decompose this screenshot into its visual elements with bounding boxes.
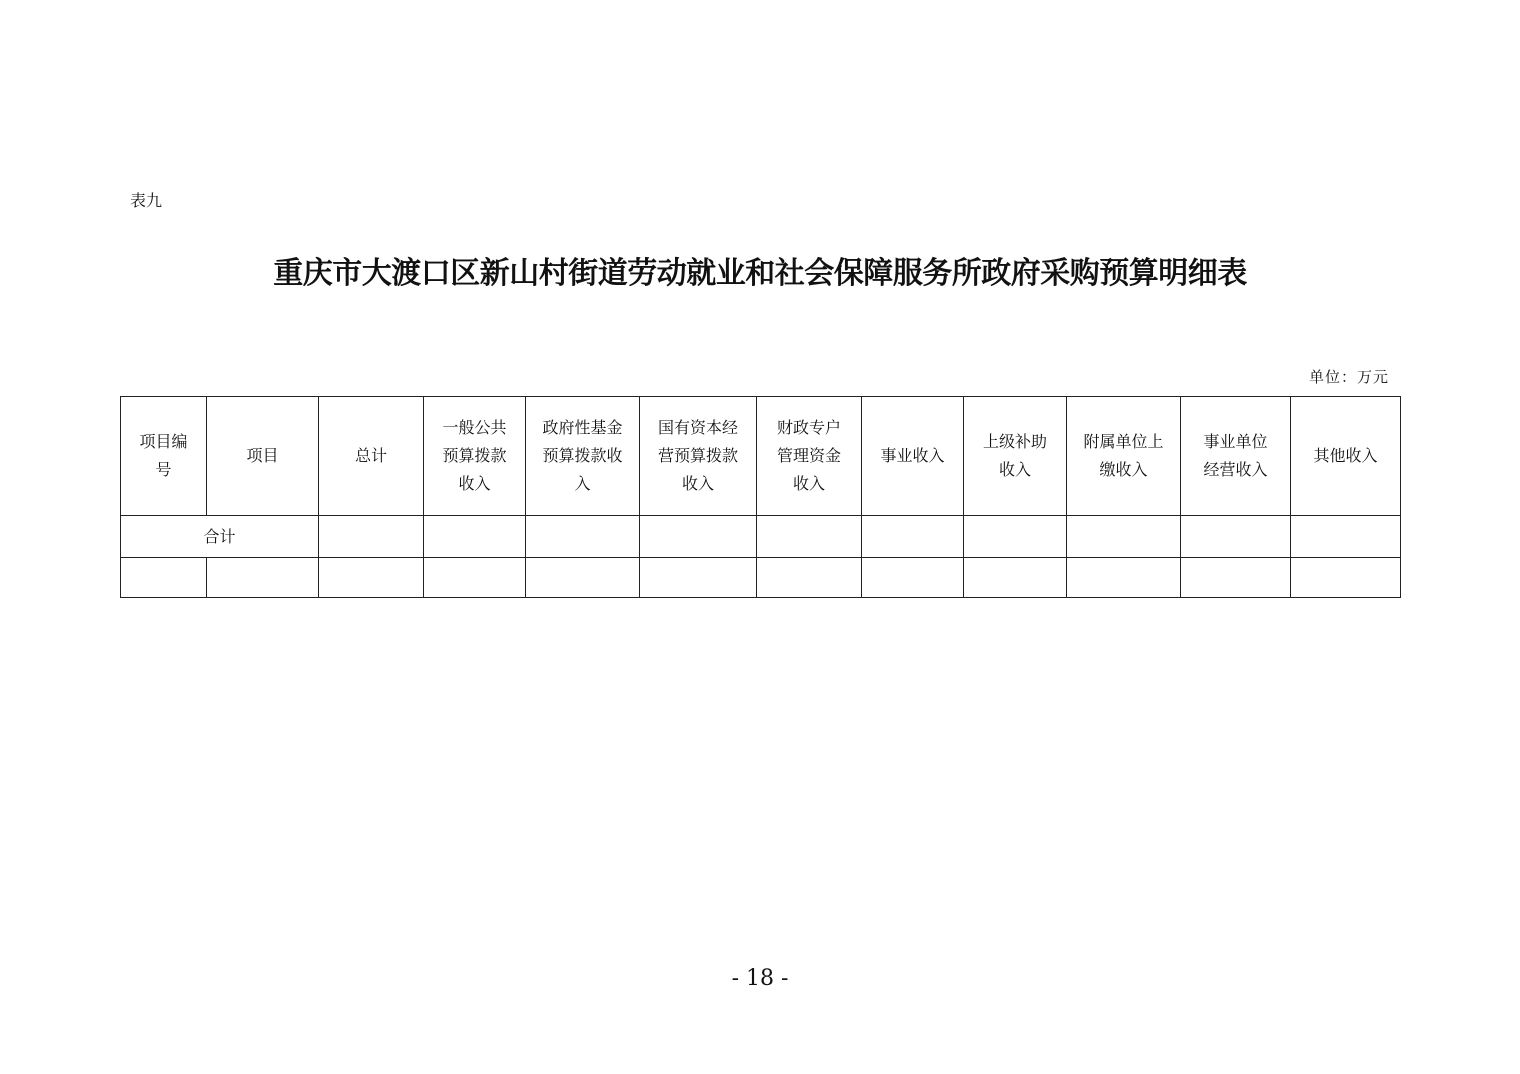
table-cell [964,558,1067,598]
header-superior-subsidy: 上级补助收入 [964,397,1067,516]
total-cell [1291,516,1401,558]
header-fiscal-special-account: 财政专户管理资金收入 [757,397,862,516]
total-cell [424,516,526,558]
table-cell [640,558,757,598]
table-cell [1291,558,1401,598]
header-total: 总计 [319,397,424,516]
procurement-budget-table [120,396,1401,598]
header-project: 项目 [207,397,319,516]
table-cell [1067,558,1181,598]
table-cell [424,558,526,598]
header-other-income: 其他收入 [1291,397,1401,516]
total-label: 合计 [121,516,319,558]
table-cell [757,558,862,598]
table-total-row [121,516,1401,558]
total-cell [964,516,1067,558]
total-cell [526,516,640,558]
table-cell [319,558,424,598]
table-row [121,558,1401,598]
table-header-row [121,397,1401,516]
header-general-public-budget: 一般公共预算拨款收入 [424,397,526,516]
table-cell [121,558,207,598]
total-cell [757,516,862,558]
header-project-code: 项目编号 [121,397,207,516]
total-cell [862,516,964,558]
header-government-fund-budget: 政府性基金预算拨款收入 [526,397,640,516]
table-cell [862,558,964,598]
header-state-capital-budget: 国有资本经营预算拨款收入 [640,397,757,516]
header-business-income: 事业收入 [862,397,964,516]
total-cell [640,516,757,558]
header-institution-operating-income: 事业单位经营收入 [1181,397,1291,516]
page-number: - 18 - [731,966,789,991]
table-label: 表九 [130,191,163,210]
total-cell [319,516,424,558]
unit-note: 单位：万元 [1308,368,1389,386]
total-cell [1181,516,1291,558]
table-cell [207,558,319,598]
page-title: 重庆市大渡口区新山村街道劳动就业和社会保障服务所政府采购预算明细表 [273,256,1247,291]
table-cell [526,558,640,598]
total-cell [1067,516,1181,558]
header-subsidiary-remittance: 附属单位上缴收入 [1067,397,1181,516]
table-cell [1181,558,1291,598]
